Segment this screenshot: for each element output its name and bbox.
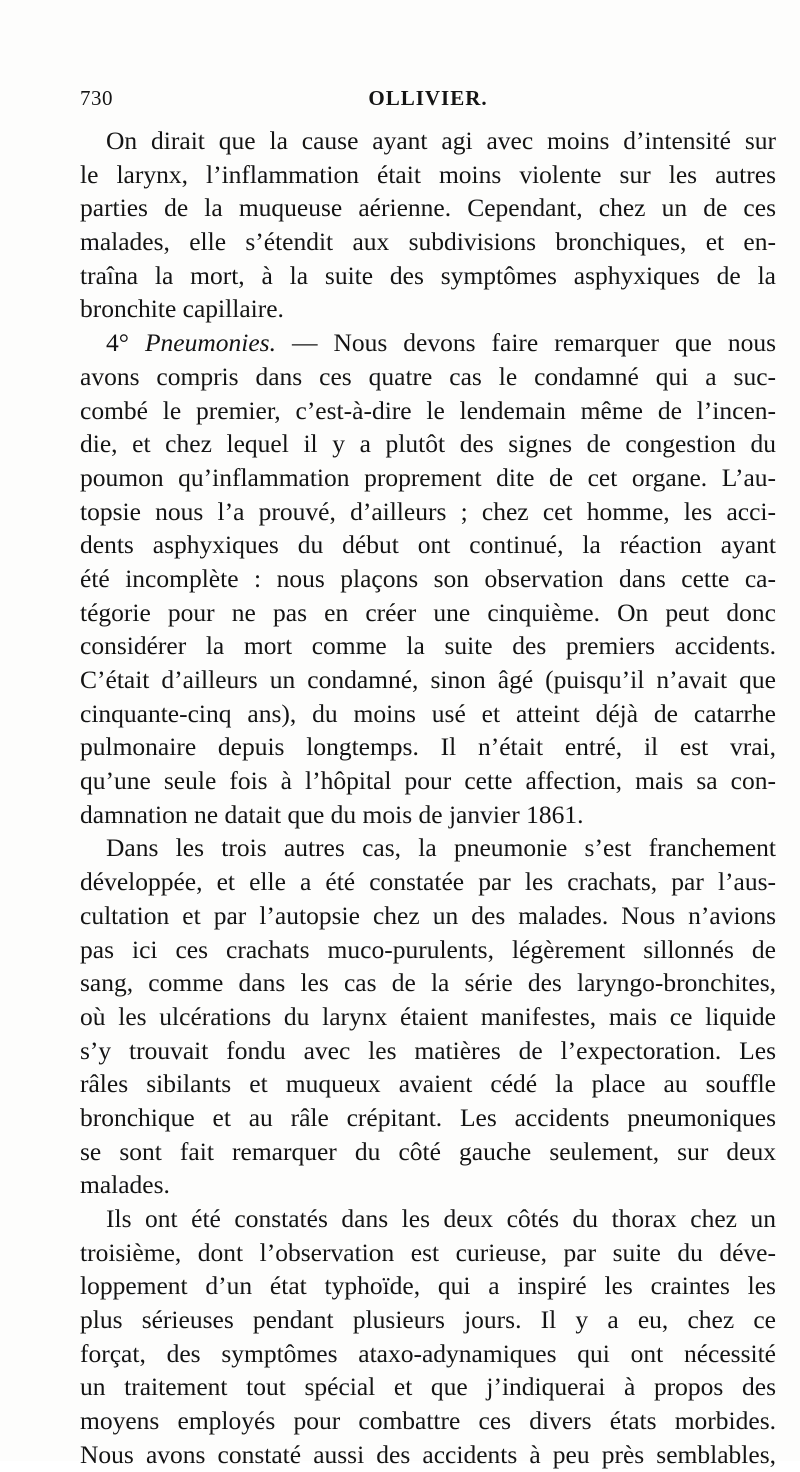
text-line: été incomplète : nous plaçons son observation dans cette ca- (80, 563, 776, 593)
text-line: dents asphyxiques du début ont continué, la réaction ayant (80, 530, 776, 560)
text-line: loppement d’un état typhoïde, qui a inspiré les craintes les (80, 1271, 776, 1301)
text-line: considérer la mort comme la suite des premiers accidents. (80, 631, 776, 661)
text-line: die, et chez lequel il y a plutôt des signes de congestion du (80, 429, 776, 459)
text-line: pas ici ces crachats muco-purulents, légèrement sillonnés de (80, 934, 776, 964)
text-line: développée, et elle a été constatée par les crachats, par l’aus- (80, 867, 776, 897)
text-line: qu’une seule fois à l’hôpital pour cette affection, mais sa con- (80, 766, 776, 796)
text-line: le larynx, l’inflammation était moins violente sur les autres (80, 159, 776, 189)
text-line: topsie nous l’a prouvé, d’ailleurs ; chez cet homme, les acci- (80, 496, 776, 526)
text-line: traîna la mort, à la suite des symptômes asphyxiques de la (80, 260, 776, 290)
text-line: C’était d’ailleurs un condamné, sinon âgé (puisqu’il n’avait que (80, 665, 776, 694)
text-line: 4° Pneumonies. — Nous devons faire remarquer que nous (106, 328, 776, 358)
text-line: pulmonaire depuis longtemps. Il n’était entré, il est vrai, (80, 732, 776, 762)
section-heading: Pneumonies. (128, 328, 276, 358)
text-line: cinquante-cinq ans), du moins usé et atteint déjà de catarrhe (80, 698, 776, 728)
text-line: On dirait que la cause ayant agi avec moins d’intensité sur (106, 126, 776, 155)
page-number: 730 (80, 86, 113, 110)
text-line: cultation et par l’autopsie chez un des malades. Nous n’avions (80, 900, 776, 930)
text-line: parties de la muqueuse aérienne. Cependant, chez un de ces (80, 193, 776, 223)
text-line: moyens employés pour combattre ces divers états morbides. (80, 1406, 776, 1436)
text-line: avons compris dans ces quatre cas le condamné qui a suc- (80, 361, 776, 391)
text-line: Ils ont été constatés dans les deux côtés du thorax chez un (106, 1204, 776, 1233)
text-line: un traitement tout spécial et que j’indiquerai à propos des (80, 1372, 776, 1402)
running-head (80, 86, 776, 116)
body-text (80, 124, 776, 1472)
text-line: malades, elle s’étendit aux subdivisions bronchiques, et en- (80, 227, 776, 257)
text-line: où les ulcérations du larynx étaient manifestes, mais ce liquide (80, 1001, 776, 1031)
text-line: se sont fait remarquer du côté gauche seulement, sur deux (80, 1136, 776, 1166)
text-line: Dans les trois autres cas, la pneumonie s’est franchement (106, 833, 776, 863)
text-line: forçat, des symptômes ataxo-adynamiques qui ont nécessité (80, 1338, 776, 1368)
text-line: tégorie pour ne pas en créer une cinquième. On peut donc (80, 597, 776, 627)
text-line: combé le premier, c’est-à-dire le lendemain même de l’incen- (80, 395, 776, 425)
text-line: poumon qu’inflammation proprement dite de cet organe. L’au- (80, 462, 776, 492)
text-line: bronchite capillaire. (80, 294, 284, 324)
text-line: Nous avons constaté aussi des accidents à peu près semblables, (80, 1439, 776, 1469)
text-line: s’y trouvait fondu avec les matières de l’expectoration. Les (80, 1035, 776, 1065)
text-line: râles sibilants et muqueux avaient cédé la place au souffle (80, 1069, 776, 1099)
text-line: malades. (80, 1170, 170, 1200)
text-line: sang, comme dans les cas de la série des laryngo-bronchites, (80, 968, 776, 998)
text-line: damnation ne datait que du mois de janvier 1861. (80, 799, 584, 829)
running-title: OLLIVIER. (368, 86, 488, 110)
text-line: troisième, dont l’observation est curieuse, par suite du déve- (80, 1237, 776, 1267)
text-line: plus sérieuses pendant plusieurs jours. Il y a eu, chez ce (80, 1305, 776, 1335)
text-line: bronchique et au râle crépitant. Les accidents pneumoniques (80, 1102, 776, 1132)
